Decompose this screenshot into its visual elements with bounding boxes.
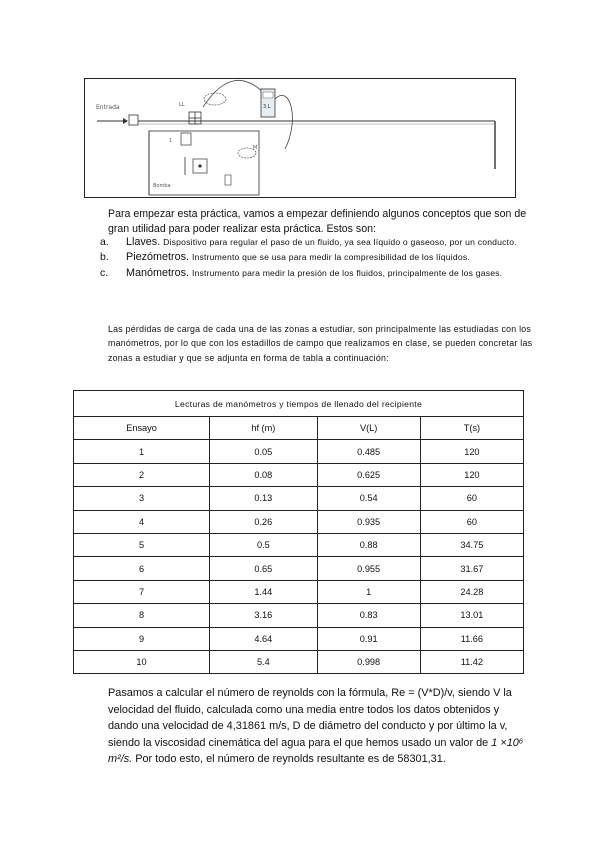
table-header: Ensayo [74,417,210,440]
table-cell: 2 [74,463,210,486]
table-cell: 13.01 [420,604,523,627]
reynolds-paragraph [72,685,532,768]
fitting [129,115,138,125]
table-cell: 0.08 [210,463,317,486]
connecting-hose-1 [203,80,265,107]
definitions-list [100,235,530,281]
vessel-label: 3.L [263,104,271,110]
table-row [74,510,524,533]
definition-marker: a. [100,236,109,248]
table-cell: 7 [74,580,210,603]
table-cell: 0.65 [210,557,317,580]
table-cell: 8 [74,604,210,627]
reynolds-text-a: Pasamos a calcular el número de reynolds con la fórmula, Re = (V*D)/v, siendo V la velocidad del fluido, calculada como una media entre todos los datos obtenidos y dando una velocidad de 4,31861 m/s, D de diámetro del conducto y por último la v, siendo la viscosidad cinemática del agua para el que hemos usado un valor de [108,687,512,749]
table-caption: Lecturas de manómetros y tiempos de llenado del recipiente [74,391,524,417]
definition-item [100,266,530,280]
table-row [74,650,524,673]
small-gauge [181,133,191,145]
table-cell: 0.54 [317,487,420,510]
table-header: T(s) [420,417,523,440]
table-row [74,557,524,580]
inlet-arrow [123,118,128,124]
table-cell: 5.4 [210,650,317,673]
table-cell: 3 [74,487,210,510]
table-cell: 11.66 [420,627,523,650]
lower-label: Bomba [153,183,171,189]
table-row [74,580,524,603]
table-cell: 6 [74,557,210,580]
definition-term: Manómetros. [126,266,190,279]
table-cell: 60 [420,487,523,510]
table-cell: 120 [420,463,523,486]
viscosity-value: 1 ×10⁶ m²/s. [108,736,524,766]
table-cell: 3.16 [210,604,317,627]
svg-text:1: 1 [169,138,173,144]
table-cell: 34.75 [420,533,523,556]
intro-paragraph [72,207,532,236]
table-row [74,604,524,627]
table-row [74,627,524,650]
table-cell: 0.485 [317,440,420,463]
table-cell: 0.998 [317,650,420,673]
table-cell: 4 [74,510,210,533]
valve-label: LL [179,102,185,108]
table-cell: 0.935 [317,510,420,533]
definition-desc: Instrumento para medir la presión de los fluidos, principalmente de los gases. [191,267,503,278]
table-cell: 24.28 [420,580,523,603]
table-cell: 10 [74,650,210,673]
table-row [74,487,524,510]
definition-term: Llaves. [126,236,161,248]
table-cell: 9 [74,627,210,650]
table-cell: 0.83 [317,604,420,627]
table-cell: 0.625 [317,463,420,486]
gauge-label: M [253,145,258,151]
table-cell: 120 [420,440,523,463]
table-cell: 1 [74,440,210,463]
readings-table [73,390,524,674]
definition-marker: c. [100,266,109,279]
table-row [74,533,524,556]
installation-diagram [84,78,516,198]
table-cell: 1 [317,580,420,603]
table-row [74,463,524,486]
table-cell: 0.955 [317,557,420,580]
table-cell: 0.26 [210,510,317,533]
definition-term: Piezómetros. [126,251,190,264]
table-cell: 5 [74,533,210,556]
table-cell: 0.88 [317,533,420,556]
table-cell: 0.5 [210,533,317,556]
table-cell: 60 [420,510,523,533]
table-cell: 11.42 [420,650,523,673]
table-cell: 0.13 [210,487,317,510]
definition-desc: Dispositivo para regular el paso de un fluido, ya sea líquido o gaseoso, por un conducto. [163,237,517,247]
diagram-drawing [85,79,517,199]
intro-text: Para empezar esta práctica, vamos a empezar definiendo algunos conceptos que son de gran utilidad para poder realizar esta práctica. Estos son: [108,208,527,235]
coil-1 [204,93,226,105]
table-cell: 4.64 [210,627,317,650]
table-cell: 31.67 [420,557,523,580]
definition-desc: Instrumento que se usa para medir la compresibilidad de los líquidos. [191,252,470,263]
losses-paragraph [72,322,534,365]
losses-text: Las pérdidas de carga de cada una de las zonas a estudiar, son principalmente las estudiadas con los manómetros, por lo que con los estadillos de campo que realizamos en clase, se pueden concretar las zonas a estudiar y que se adjunta en forma de tabla a continuación: [108,324,533,363]
table-cell: 1.44 [210,580,317,603]
table-header-row [74,417,524,440]
table-row [74,440,524,463]
definition-marker: b. [100,251,109,264]
inlet-label: Entrada [96,104,120,111]
connecting-hose-2 [275,95,292,149]
table-header: V(L) [317,417,420,440]
definition-item [100,250,530,264]
definition-item [100,235,530,249]
reynolds-text-b: Por todo esto, el número de reynolds resultante es de 58301,31. [135,753,446,766]
table-header: hf (m) [210,417,317,440]
table-cell: 0.91 [317,627,420,650]
table-cell: 0.05 [210,440,317,463]
